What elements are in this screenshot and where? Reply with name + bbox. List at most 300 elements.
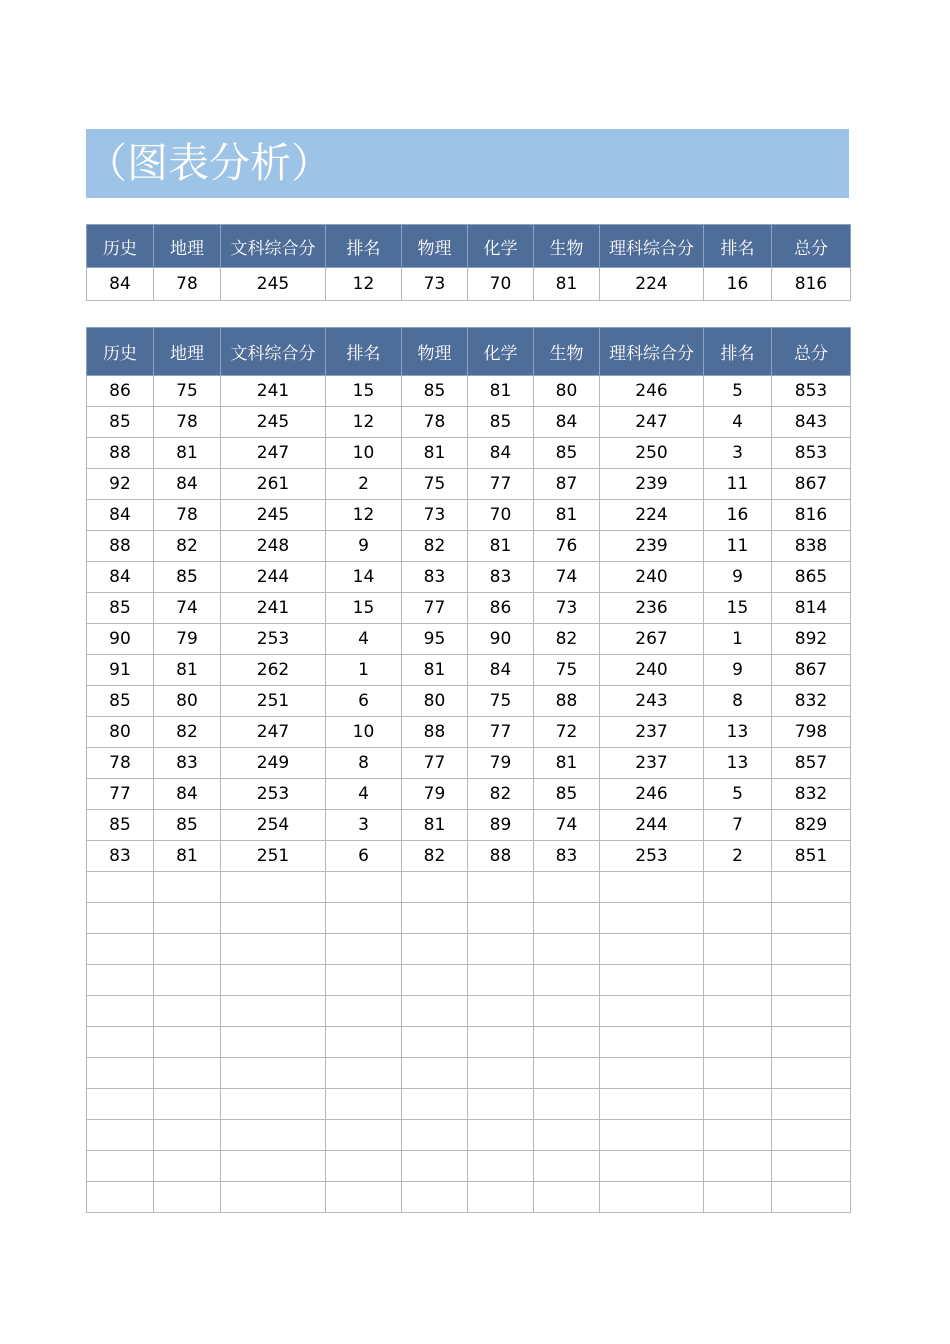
table-cell[interactable]: 253 <box>221 779 326 810</box>
table-cell[interactable]: 250 <box>600 438 704 469</box>
table-cell[interactable] <box>154 903 221 934</box>
table-cell[interactable] <box>534 934 600 965</box>
table-cell[interactable]: 253 <box>221 624 326 655</box>
table-cell[interactable]: 867 <box>772 469 851 500</box>
table-cell[interactable]: 224 <box>600 500 704 531</box>
table-cell[interactable]: 77 <box>468 469 534 500</box>
table-cell[interactable] <box>221 1151 326 1182</box>
table-cell[interactable]: 10 <box>326 717 402 748</box>
table-cell[interactable]: 857 <box>772 748 851 779</box>
table-cell[interactable] <box>326 903 402 934</box>
table-cell[interactable]: 75 <box>468 686 534 717</box>
table-cell[interactable]: 838 <box>772 531 851 562</box>
table-cell[interactable]: 246 <box>600 376 704 407</box>
table-cell[interactable] <box>772 1182 851 1213</box>
table-row <box>87 965 851 996</box>
table-cell[interactable]: 83 <box>402 562 468 593</box>
table-cell[interactable]: 246 <box>600 779 704 810</box>
table-row <box>87 438 851 469</box>
table-cell[interactable] <box>326 1027 402 1058</box>
table-cell[interactable]: 78 <box>402 407 468 438</box>
table-cell[interactable]: 88 <box>87 438 154 469</box>
table-cell[interactable] <box>704 1027 772 1058</box>
table-cell[interactable]: 853 <box>772 376 851 407</box>
table-cell[interactable]: 84 <box>87 500 154 531</box>
table-cell[interactable]: 70 <box>468 268 534 301</box>
page-title: （图表分析） <box>86 139 332 187</box>
table-cell[interactable]: 74 <box>534 810 600 841</box>
table-cell[interactable]: 77 <box>87 779 154 810</box>
table-cell[interactable]: 83 <box>154 748 221 779</box>
table-cell[interactable] <box>221 1089 326 1120</box>
table-cell[interactable] <box>468 1182 534 1213</box>
table-cell[interactable]: 253 <box>600 841 704 872</box>
column-header: 文科综合分 <box>221 328 326 376</box>
table-cell[interactable]: 867 <box>772 655 851 686</box>
table-cell[interactable] <box>600 903 704 934</box>
table-cell[interactable]: 72 <box>534 717 600 748</box>
table-cell[interactable] <box>704 996 772 1027</box>
table-cell[interactable] <box>534 1120 600 1151</box>
table-cell[interactable] <box>704 903 772 934</box>
table-cell[interactable]: 82 <box>468 779 534 810</box>
table-cell[interactable]: 77 <box>402 593 468 624</box>
table-cell[interactable]: 80 <box>154 686 221 717</box>
table-cell[interactable]: 86 <box>468 593 534 624</box>
table-cell[interactable] <box>772 996 851 1027</box>
table-cell[interactable] <box>772 1120 851 1151</box>
table-cell[interactable]: 245 <box>221 268 326 301</box>
table-cell[interactable] <box>600 996 704 1027</box>
table-cell[interactable]: 14 <box>326 562 402 593</box>
table-cell[interactable]: 77 <box>468 717 534 748</box>
table-cell[interactable] <box>221 903 326 934</box>
table-cell[interactable]: 85 <box>402 376 468 407</box>
table-cell[interactable]: 85 <box>87 686 154 717</box>
table-cell[interactable]: 241 <box>221 376 326 407</box>
table-cell[interactable]: 239 <box>600 531 704 562</box>
table-cell[interactable] <box>772 934 851 965</box>
table-cell[interactable] <box>87 965 154 996</box>
table-cell[interactable] <box>402 1058 468 1089</box>
table-cell[interactable] <box>221 872 326 903</box>
table-cell[interactable]: 81 <box>468 376 534 407</box>
table-cell[interactable] <box>221 1027 326 1058</box>
table-cell[interactable]: 73 <box>402 268 468 301</box>
table-cell[interactable]: 267 <box>600 624 704 655</box>
table-cell[interactable]: 261 <box>221 469 326 500</box>
table-cell[interactable] <box>468 1058 534 1089</box>
table-cell[interactable]: 83 <box>468 562 534 593</box>
table-cell[interactable] <box>402 1151 468 1182</box>
table-cell[interactable]: 829 <box>772 810 851 841</box>
table-cell[interactable]: 814 <box>772 593 851 624</box>
table-cell[interactable]: 247 <box>221 717 326 748</box>
table-cell[interactable]: 81 <box>534 748 600 779</box>
table-cell[interactable]: 84 <box>87 562 154 593</box>
table-cell[interactable] <box>221 965 326 996</box>
table-cell[interactable]: 1 <box>704 624 772 655</box>
table-cell[interactable] <box>326 872 402 903</box>
table-cell[interactable]: 91 <box>87 655 154 686</box>
table-cell[interactable] <box>534 1058 600 1089</box>
table-cell[interactable]: 851 <box>772 841 851 872</box>
table-cell[interactable]: 12 <box>326 268 402 301</box>
table-cell[interactable]: 248 <box>221 531 326 562</box>
table-cell[interactable]: 78 <box>154 407 221 438</box>
table-cell[interactable] <box>87 1151 154 1182</box>
table-row <box>87 841 851 872</box>
table-cell[interactable]: 9 <box>326 531 402 562</box>
table-cell[interactable] <box>600 1027 704 1058</box>
table-cell[interactable]: 88 <box>468 841 534 872</box>
table-cell[interactable]: 237 <box>600 717 704 748</box>
table-cell[interactable] <box>468 1151 534 1182</box>
table-cell[interactable]: 81 <box>402 810 468 841</box>
table-cell[interactable]: 85 <box>87 407 154 438</box>
table-cell[interactable]: 90 <box>87 624 154 655</box>
table-cell[interactable]: 5 <box>704 779 772 810</box>
table-row <box>87 872 851 903</box>
table-cell[interactable]: 244 <box>221 562 326 593</box>
table-cell[interactable] <box>87 872 154 903</box>
table-cell[interactable]: 245 <box>221 407 326 438</box>
table-cell[interactable] <box>468 903 534 934</box>
table-cell[interactable]: 79 <box>154 624 221 655</box>
table-cell[interactable]: 11 <box>704 469 772 500</box>
table-cell[interactable]: 70 <box>468 500 534 531</box>
table-cell[interactable] <box>154 965 221 996</box>
table-cell[interactable]: 853 <box>772 438 851 469</box>
table-cell[interactable] <box>600 934 704 965</box>
table-cell[interactable]: 4 <box>326 779 402 810</box>
table-cell[interactable]: 92 <box>87 469 154 500</box>
table-cell[interactable]: 247 <box>221 438 326 469</box>
table-cell[interactable] <box>468 965 534 996</box>
table-cell[interactable]: 798 <box>772 717 851 748</box>
table-cell[interactable]: 82 <box>402 531 468 562</box>
table-cell[interactable]: 81 <box>468 531 534 562</box>
table-cell[interactable] <box>402 1089 468 1120</box>
table-cell[interactable]: 85 <box>87 810 154 841</box>
table-cell[interactable]: 843 <box>772 407 851 438</box>
summary-row <box>87 268 851 301</box>
table-cell[interactable]: 2 <box>326 469 402 500</box>
title-banner <box>86 129 849 198</box>
table-cell[interactable]: 85 <box>154 562 221 593</box>
table-cell[interactable] <box>704 1151 772 1182</box>
table-cell[interactable] <box>402 965 468 996</box>
column-header: 地理 <box>154 328 221 376</box>
table-row <box>87 996 851 1027</box>
table-cell[interactable]: 83 <box>87 841 154 872</box>
table-cell[interactable] <box>87 1089 154 1120</box>
table-cell[interactable]: 75 <box>402 469 468 500</box>
table-cell[interactable]: 82 <box>154 531 221 562</box>
table-cell[interactable] <box>704 1089 772 1120</box>
table-cell[interactable]: 3 <box>326 810 402 841</box>
table-cell[interactable] <box>600 1182 704 1213</box>
table-cell[interactable] <box>772 1027 851 1058</box>
table-cell[interactable]: 74 <box>154 593 221 624</box>
column-header: 历史 <box>87 225 154 268</box>
table-cell[interactable] <box>402 996 468 1027</box>
table-cell[interactable] <box>402 1027 468 1058</box>
table-cell[interactable] <box>772 903 851 934</box>
table-cell[interactable] <box>534 903 600 934</box>
table-cell[interactable] <box>402 872 468 903</box>
table-cell[interactable] <box>600 965 704 996</box>
table-cell[interactable]: 224 <box>600 268 704 301</box>
table-cell[interactable]: 85 <box>534 779 600 810</box>
table-cell[interactable] <box>154 1058 221 1089</box>
table-cell[interactable] <box>468 934 534 965</box>
table-cell[interactable]: 82 <box>534 624 600 655</box>
table-cell[interactable]: 82 <box>402 841 468 872</box>
table-cell[interactable]: 4 <box>326 624 402 655</box>
table-cell[interactable] <box>704 1120 772 1151</box>
table-cell[interactable] <box>772 1151 851 1182</box>
table-cell[interactable]: 240 <box>600 655 704 686</box>
table-row <box>87 810 851 841</box>
table-cell[interactable] <box>87 934 154 965</box>
table-cell[interactable] <box>154 1027 221 1058</box>
table-cell[interactable] <box>534 996 600 1027</box>
table-cell[interactable]: 75 <box>534 655 600 686</box>
table-cell[interactable]: 85 <box>468 407 534 438</box>
table-cell[interactable]: 12 <box>326 500 402 531</box>
table-cell[interactable]: 16 <box>704 268 772 301</box>
table-cell[interactable] <box>221 996 326 1027</box>
table-row <box>87 500 851 531</box>
table-cell[interactable]: 78 <box>154 500 221 531</box>
table-cell[interactable] <box>534 1089 600 1120</box>
table-cell[interactable]: 241 <box>221 593 326 624</box>
table-cell[interactable] <box>326 934 402 965</box>
table-cell[interactable]: 77 <box>402 748 468 779</box>
table-cell[interactable]: 11 <box>704 531 772 562</box>
table-cell[interactable] <box>154 1089 221 1120</box>
table-cell[interactable]: 74 <box>534 562 600 593</box>
table-cell[interactable]: 81 <box>534 268 600 301</box>
table-cell[interactable] <box>534 1182 600 1213</box>
table-cell[interactable] <box>600 1089 704 1120</box>
table-cell[interactable] <box>402 1182 468 1213</box>
table-cell[interactable]: 6 <box>326 841 402 872</box>
table-cell[interactable]: 13 <box>704 748 772 779</box>
table-cell[interactable]: 80 <box>534 376 600 407</box>
table-cell[interactable] <box>772 872 851 903</box>
table-cell[interactable]: 79 <box>402 779 468 810</box>
table-cell[interactable]: 8 <box>704 686 772 717</box>
table-cell[interactable]: 85 <box>154 810 221 841</box>
table-cell[interactable]: 88 <box>87 531 154 562</box>
table-cell[interactable]: 8 <box>326 748 402 779</box>
table-cell[interactable] <box>326 1058 402 1089</box>
table-cell[interactable]: 240 <box>600 562 704 593</box>
table-row <box>87 624 851 655</box>
table-cell[interactable] <box>468 996 534 1027</box>
table-cell[interactable]: 12 <box>326 407 402 438</box>
table-cell[interactable] <box>402 903 468 934</box>
table-cell[interactable]: 84 <box>154 469 221 500</box>
table-cell[interactable]: 86 <box>87 376 154 407</box>
table-cell[interactable] <box>468 1089 534 1120</box>
column-header: 物理 <box>402 225 468 268</box>
table-cell[interactable] <box>772 1089 851 1120</box>
table-cell[interactable]: 4 <box>704 407 772 438</box>
table-cell[interactable] <box>154 1182 221 1213</box>
table-cell[interactable] <box>154 872 221 903</box>
table-cell[interactable] <box>402 1120 468 1151</box>
table-cell[interactable]: 1 <box>326 655 402 686</box>
table-cell[interactable]: 81 <box>402 438 468 469</box>
column-header: 历史 <box>87 328 154 376</box>
table-cell[interactable]: 81 <box>402 655 468 686</box>
table-cell[interactable] <box>326 1151 402 1182</box>
table-cell[interactable]: 84 <box>154 779 221 810</box>
table-cell[interactable]: 82 <box>154 717 221 748</box>
table-cell[interactable]: 80 <box>402 686 468 717</box>
table-cell[interactable] <box>534 1027 600 1058</box>
table-cell[interactable]: 73 <box>534 593 600 624</box>
table-cell[interactable] <box>326 996 402 1027</box>
table-cell[interactable] <box>87 1120 154 1151</box>
table-cell[interactable]: 249 <box>221 748 326 779</box>
table-cell[interactable]: 10 <box>326 438 402 469</box>
table-cell[interactable] <box>704 872 772 903</box>
table-cell[interactable] <box>87 1058 154 1089</box>
table-cell[interactable]: 87 <box>534 469 600 500</box>
table-cell[interactable]: 90 <box>468 624 534 655</box>
table-cell[interactable] <box>221 1182 326 1213</box>
table-cell[interactable] <box>704 1182 772 1213</box>
table-cell[interactable]: 254 <box>221 810 326 841</box>
table-cell[interactable]: 247 <box>600 407 704 438</box>
table-cell[interactable]: 81 <box>154 841 221 872</box>
table-cell[interactable] <box>154 1120 221 1151</box>
table-cell[interactable]: 95 <box>402 624 468 655</box>
table-cell[interactable] <box>87 903 154 934</box>
table-cell[interactable] <box>221 1120 326 1151</box>
table-cell[interactable] <box>600 1058 704 1089</box>
table-cell[interactable] <box>326 965 402 996</box>
table-cell[interactable]: 239 <box>600 469 704 500</box>
table-cell[interactable]: 78 <box>87 748 154 779</box>
table-cell[interactable] <box>221 1058 326 1089</box>
table-cell[interactable]: 88 <box>402 717 468 748</box>
table-cell[interactable] <box>534 1151 600 1182</box>
table-cell[interactable]: 85 <box>534 438 600 469</box>
table-cell[interactable]: 76 <box>534 531 600 562</box>
table-cell[interactable]: 9 <box>704 655 772 686</box>
table-cell[interactable]: 251 <box>221 686 326 717</box>
table-cell[interactable] <box>154 996 221 1027</box>
table-cell[interactable]: 245 <box>221 500 326 531</box>
table-cell[interactable]: 816 <box>772 268 851 301</box>
table-cell[interactable] <box>402 934 468 965</box>
table-cell[interactable] <box>154 934 221 965</box>
table-cell[interactable]: 237 <box>600 748 704 779</box>
table-cell[interactable]: 73 <box>402 500 468 531</box>
table-cell[interactable] <box>600 1120 704 1151</box>
table-cell[interactable]: 15 <box>704 593 772 624</box>
table-cell[interactable]: 5 <box>704 376 772 407</box>
table-cell[interactable]: 80 <box>87 717 154 748</box>
table-cell[interactable]: 85 <box>87 593 154 624</box>
table-cell[interactable]: 84 <box>534 407 600 438</box>
table-cell[interactable]: 832 <box>772 779 851 810</box>
table-cell[interactable] <box>468 1120 534 1151</box>
table-cell[interactable] <box>534 872 600 903</box>
table-row <box>87 655 851 686</box>
table-cell[interactable] <box>154 1151 221 1182</box>
table-cell[interactable] <box>326 1182 402 1213</box>
table-cell[interactable]: 236 <box>600 593 704 624</box>
table-cell[interactable]: 84 <box>468 655 534 686</box>
table-cell[interactable]: 15 <box>326 593 402 624</box>
table-cell[interactable]: 13 <box>704 717 772 748</box>
table-cell[interactable] <box>221 934 326 965</box>
table-cell[interactable] <box>534 965 600 996</box>
table-cell[interactable]: 81 <box>154 438 221 469</box>
table-cell[interactable] <box>704 934 772 965</box>
table-cell[interactable] <box>468 872 534 903</box>
table-cell[interactable] <box>326 1089 402 1120</box>
table-cell[interactable]: 15 <box>326 376 402 407</box>
table-cell[interactable]: 816 <box>772 500 851 531</box>
table-cell[interactable] <box>704 965 772 996</box>
table-cell[interactable]: 7 <box>704 810 772 841</box>
table-cell[interactable]: 88 <box>534 686 600 717</box>
table-cell[interactable] <box>87 1027 154 1058</box>
table-cell[interactable] <box>87 1182 154 1213</box>
table-cell[interactable]: 243 <box>600 686 704 717</box>
table-cell[interactable]: 865 <box>772 562 851 593</box>
table-cell[interactable]: 244 <box>600 810 704 841</box>
table-cell[interactable]: 832 <box>772 686 851 717</box>
table-cell[interactable]: 81 <box>534 500 600 531</box>
table-cell[interactable] <box>772 1058 851 1089</box>
table-cell[interactable]: 89 <box>468 810 534 841</box>
table-cell[interactable] <box>87 996 154 1027</box>
table-cell[interactable]: 251 <box>221 841 326 872</box>
table-cell[interactable] <box>600 872 704 903</box>
column-header: 文科综合分 <box>221 225 326 268</box>
table-cell[interactable]: 16 <box>704 500 772 531</box>
table-cell[interactable]: 79 <box>468 748 534 779</box>
detail-header-row <box>87 328 851 376</box>
table-cell[interactable]: 9 <box>704 562 772 593</box>
table-cell[interactable] <box>468 1027 534 1058</box>
table-cell[interactable]: 2 <box>704 841 772 872</box>
table-cell[interactable]: 83 <box>534 841 600 872</box>
table-cell[interactable]: 78 <box>154 268 221 301</box>
table-cell[interactable]: 84 <box>87 268 154 301</box>
table-cell[interactable]: 892 <box>772 624 851 655</box>
table-cell[interactable] <box>704 1058 772 1089</box>
table-cell[interactable]: 6 <box>326 686 402 717</box>
table-cell[interactable] <box>600 1151 704 1182</box>
table-cell[interactable]: 84 <box>468 438 534 469</box>
table-cell[interactable]: 75 <box>154 376 221 407</box>
table-cell[interactable]: 262 <box>221 655 326 686</box>
table-cell[interactable]: 3 <box>704 438 772 469</box>
table-cell[interactable] <box>772 965 851 996</box>
table-cell[interactable] <box>326 1120 402 1151</box>
table-cell[interactable]: 81 <box>154 655 221 686</box>
detail-table-body <box>87 376 851 1213</box>
